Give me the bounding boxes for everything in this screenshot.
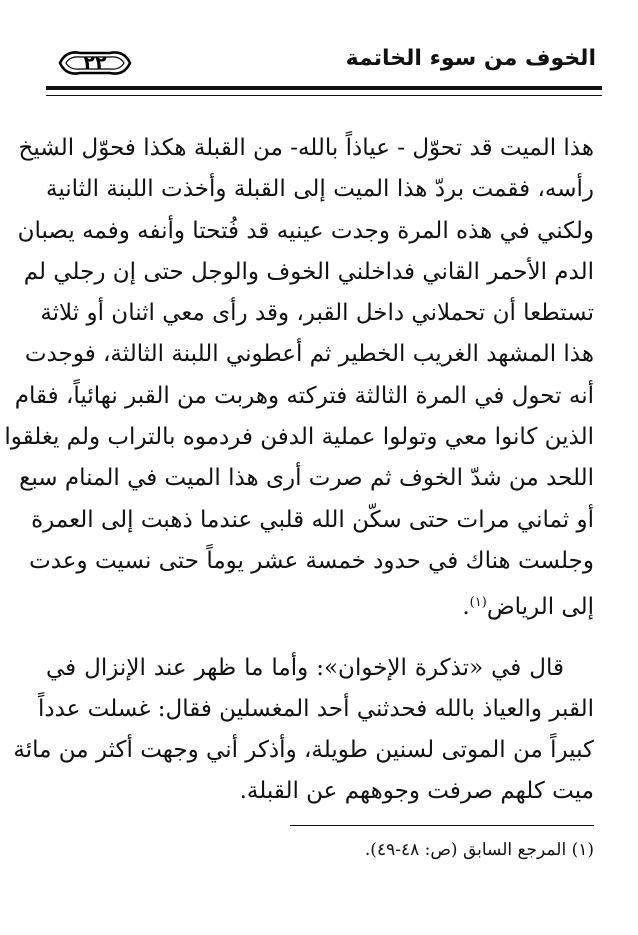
header-rule-thin bbox=[46, 95, 602, 96]
footnote-rule bbox=[290, 825, 594, 826]
text-line: القبر والعياذ بالله فحدثني أحد المغسلين فقال: غسلت عدداً bbox=[37, 695, 594, 722]
text-line: أنه تحول في المرة الثالثة فتركته وهربت من القبر نهائياً، فقام bbox=[14, 382, 594, 409]
text-line: الذين كانوا معي وتولوا عملية الدفن فردموه بالتراب ولم يغلقوا bbox=[4, 424, 594, 451]
footnote-marker: (١) bbox=[469, 595, 487, 611]
page-header bbox=[44, 40, 604, 102]
text-line: وجلست هناك في حدود خمسة عشر يوماً حتى نسيت وعدت bbox=[29, 547, 594, 574]
text-line-last bbox=[46, 582, 594, 623]
page-number: ٢٢ bbox=[83, 52, 107, 74]
text-line: كبيراً من الموتى لسنين طويلة، وأذكر أني وجهت أكثر من مائة bbox=[13, 737, 594, 764]
text-line: تستطعا أن تحملاني داخل القبر، وقد رأى معي اثنان أو ثلاثة bbox=[40, 300, 594, 327]
header-rule-thick bbox=[46, 86, 602, 90]
text-line-last: ميت كلهم صرفت وجوههم عن القبلة. bbox=[239, 778, 594, 805]
page-number-badge bbox=[56, 48, 134, 78]
running-title: الخوف من سوء الخاتمة bbox=[345, 46, 596, 71]
text-line: هذا الميت قد تحوّل - عياذاً بالله- من القبلة هكذا فحوّل الشيخ bbox=[18, 135, 594, 161]
footnote: (١) المرجع السابق (ص: ٤٨-٤٩). bbox=[364, 840, 594, 860]
main-text bbox=[4, 128, 594, 813]
text-line: رأسه، فقمت بردّ هذا الميت إلى القبلة وأخذت اللبنة الثانية bbox=[46, 176, 594, 203]
text-line: ولكني في هذه المرة وجدت عينيه قد فُتحتا وأنفه وفمه يصبان bbox=[17, 217, 594, 244]
sentence-end: . bbox=[462, 594, 470, 621]
text-line: الدم الأحمر القاني فداخلني الخوف والوجل حتى إن رجلي لم bbox=[23, 258, 594, 285]
text-line: أو ثماني مرات حتى سكّن الله قلبي عندما ذهبت إلى العمرة bbox=[31, 506, 594, 533]
last-line-text: إلى الرياض bbox=[486, 594, 594, 621]
text-line: اللحد من شدّ الخوف ثم صرت أرى هذا الميت في المنام سبع bbox=[19, 465, 594, 492]
text-line: هذا المشهد الغريب الخطير ثم أعطوني اللبنة الثالثة، فوجدت bbox=[24, 341, 594, 368]
text-line: قال في «تذكرة الإخوان»: وأما ما ظهر عند الإنزال في bbox=[46, 654, 564, 681]
paragraph-gap bbox=[46, 624, 594, 648]
